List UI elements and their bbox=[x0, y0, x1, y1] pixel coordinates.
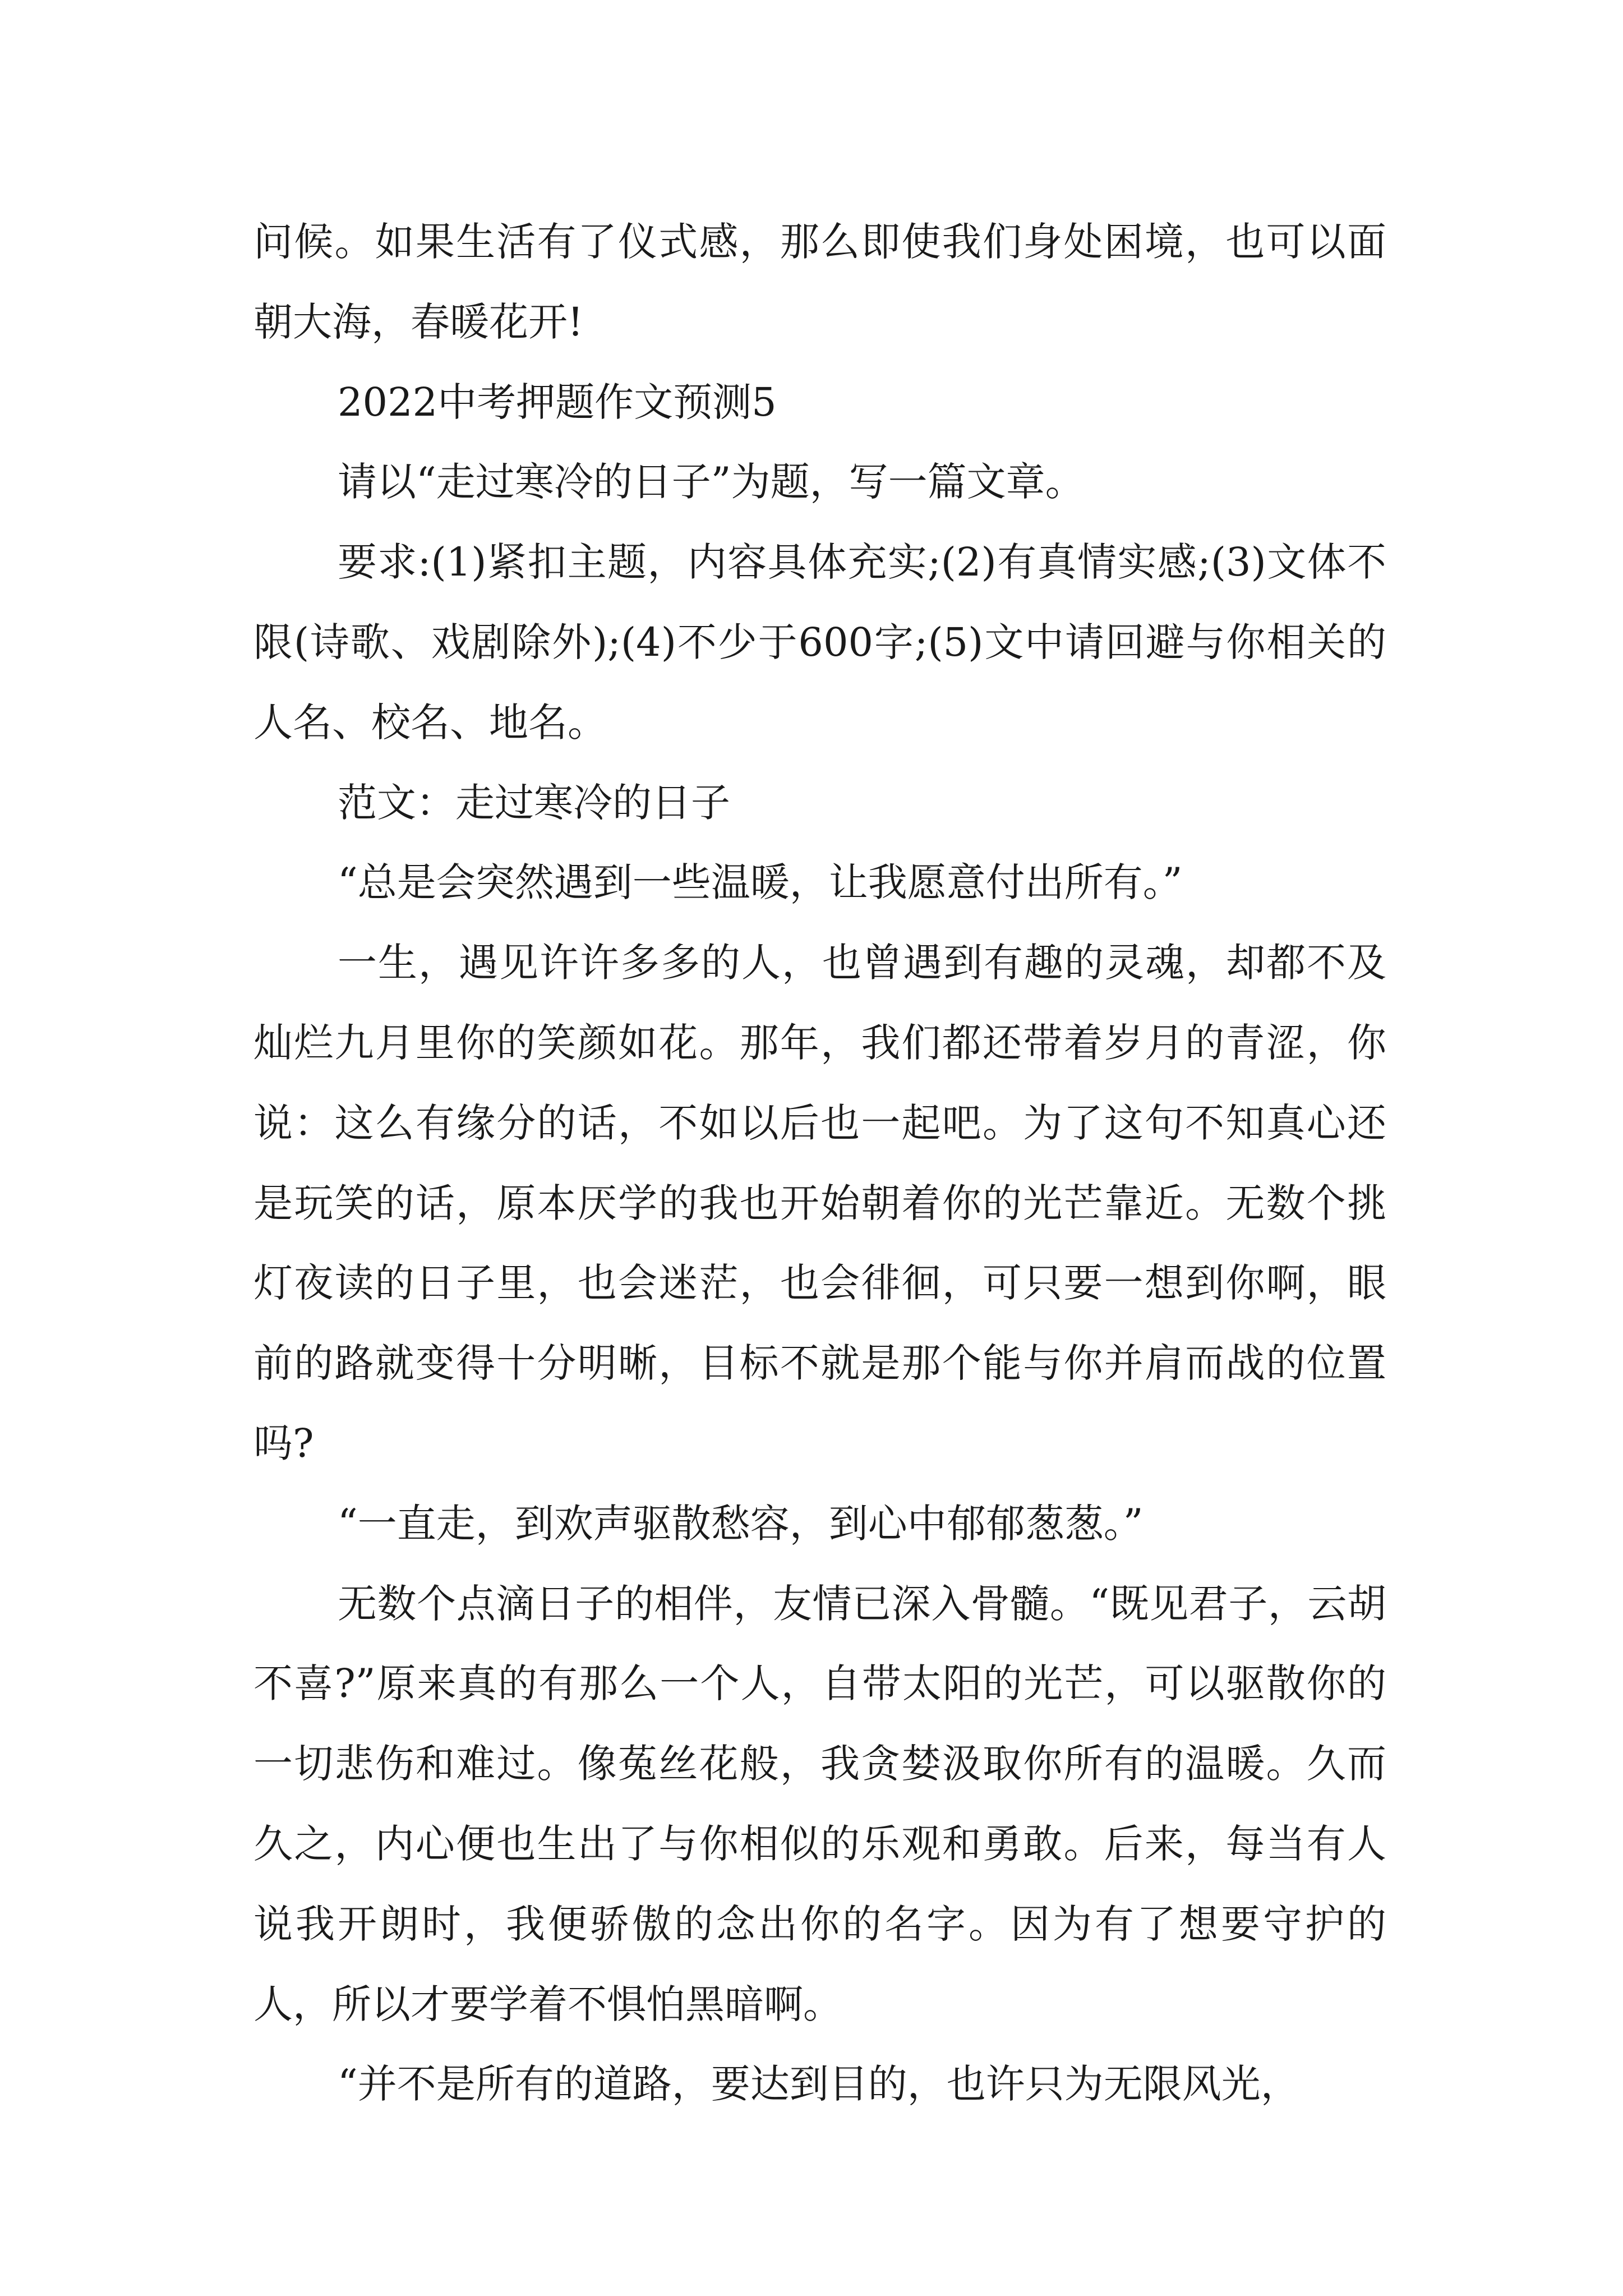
quote-paragraph: “并不是所有的道路，要达到目的，也许只为无限风光， bbox=[338, 2061, 1300, 2108]
document-body bbox=[253, 202, 1386, 2124]
quote-paragraph: “一直走，到欢声驱散愁容，到心中郁郁葱葱。” bbox=[338, 1500, 1144, 1547]
quote-paragraph: “总是会突然遇到一些温暖，让我愿意付出所有。” bbox=[338, 859, 1183, 906]
body-paragraph: 一生，遇见许许多多的人，也曾遇到有趣的灵魂，却都不及灿烂九月里你的笑颜如花。那年，我们都还带着岁月的青涩，你说：这么有缘分的话，不如以后也一起吧。为了这句不知真心还是玩笑的话，原本厌学的我也开始朝着你的光芒靠近。无数个挑灯夜读的日子里，也会迷茫，也会徘徊，可只要一想到你啊，眼前的路就变得十分明晰，目标不就是那个能与你并肩而战的位置吗? bbox=[253, 940, 1386, 1466]
essay-prompt: 请以“走过寒冷的日子”为题，写一篇文章。 bbox=[338, 459, 1085, 505]
essay-requirements: 要求:(1)紧扣主题，内容具体充实;(2)有真情实感;(3)文体不限(诗歌、戏剧除外);(4)不少于600字;(5)文中请回避与你相关的人名、校名、地名。 bbox=[253, 539, 1386, 746]
sample-essay-title: 范文：走过寒冷的日子 bbox=[338, 779, 730, 826]
essay-prompt-heading: 2022中考押题作文预测5 bbox=[338, 379, 777, 425]
paragraph-continuation: 问候。如果生活有了仪式感，那么即使我们身处困境，也可以面朝大海，春暖花开! bbox=[253, 219, 1386, 345]
body-paragraph: 无数个点滴日子的相伴，友情已深入骨髓。“既见君子，云胡不喜?”原来真的有那么一个人，自带太阳的光芒，可以驱散你的一切悲伤和难过。像菟丝花般，我贪婪汲取你所有的温暖。久而久之，内心便也生出了与你相似的乐观和勇敢。后来，每当有人说我开朗时，我便骄傲的念出你的名字。因为有了想要守护的人，所以才要学着不惧怕黑暗啊。 bbox=[253, 1580, 1386, 2027]
